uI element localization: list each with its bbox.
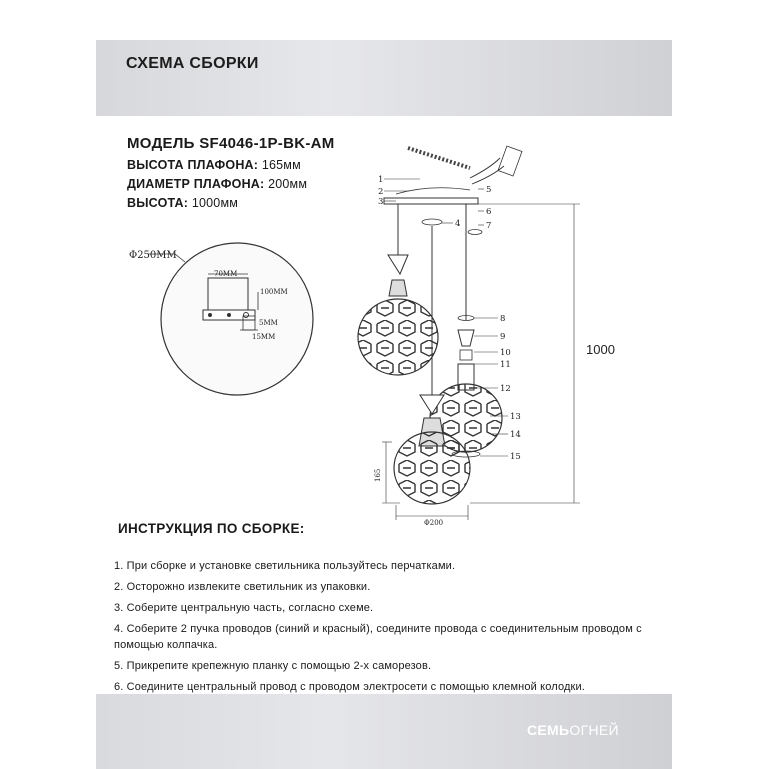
- page-title: СХЕМА СБОРКИ: [126, 55, 259, 72]
- callout-4: 4: [455, 219, 461, 229]
- callout-13: 13: [510, 412, 521, 422]
- detail-dim-15: 15MM: [252, 333, 276, 341]
- canopy: [384, 188, 482, 235]
- instruction-step: 1. При сборке и установке светильника пользуйтесь перчатками.: [114, 560, 456, 572]
- callout-14: 14: [510, 430, 521, 440]
- spec-value: 165мм: [261, 158, 301, 172]
- shade-diameter-label: Φ200: [424, 519, 444, 527]
- spec-label: ВЫСОТА ПЛАФОНА:: [127, 158, 259, 172]
- brand-logo: [527, 722, 619, 738]
- instruction-step: 3. Соберите центральную часть, согласно схеме.: [114, 602, 374, 614]
- instructions-title: ИНСТРУКЦИЯ ПО СБОРКЕ:: [118, 521, 305, 536]
- callout-10: 10: [500, 348, 511, 358]
- ceiling-hatch: [408, 148, 470, 168]
- callout-9: 9: [500, 332, 506, 342]
- lamp-left: [358, 255, 438, 375]
- callout-12: 12: [500, 384, 511, 394]
- instructions-list: [114, 558, 674, 700]
- callout-11: 11: [500, 360, 511, 370]
- callout-15: 15: [510, 452, 521, 462]
- spec-label: ВЫСОТА:: [127, 196, 189, 210]
- spec-value: 1000мм: [191, 196, 239, 210]
- callout-6: 6: [486, 207, 492, 217]
- detail-dim-100: 100MM: [260, 288, 288, 296]
- detail-dim-5: 5MM: [259, 319, 278, 327]
- instruction-step: 4. Соберите 2 пучка проводов (синий и красный), соедините провода с соединительным проводом с помощью колпачка.: [114, 623, 642, 651]
- instruction-step: 6. Соедините центральный провод с проводом электросети с помощью клемной колодки.: [114, 681, 586, 693]
- callout-8: 8: [500, 314, 506, 324]
- brand-light: ОГНЕЙ: [569, 722, 619, 738]
- detail-dim-70: 70MM: [214, 270, 238, 278]
- spec-value: 200мм: [268, 177, 308, 191]
- brand-strong: СЕМЬ: [527, 722, 570, 738]
- model-name: МОДЕЛЬ SF4046-1P-BK-AM: [127, 135, 335, 152]
- wire-connector: [470, 146, 522, 184]
- callout-3: 3: [378, 197, 384, 207]
- callout-7: 7: [486, 221, 492, 231]
- callout-2: 2: [378, 187, 384, 197]
- callout-5: 5: [486, 185, 492, 195]
- instruction-step: 5. Прикрепите крепежную планку с помощью 2-х саморезов.: [114, 660, 432, 672]
- spec-label: ДИАМЕТР ПЛАФОНА:: [127, 177, 265, 191]
- detail-circle-label: Φ250MM: [129, 250, 177, 261]
- callout-1: 1: [378, 175, 384, 185]
- instruction-step: 2. Осторожно извлеките светильник из упаковки.: [114, 581, 371, 593]
- height-label: 1000: [586, 342, 615, 357]
- shade-height-label: 165: [374, 468, 382, 482]
- canopy-detail: [148, 243, 313, 395]
